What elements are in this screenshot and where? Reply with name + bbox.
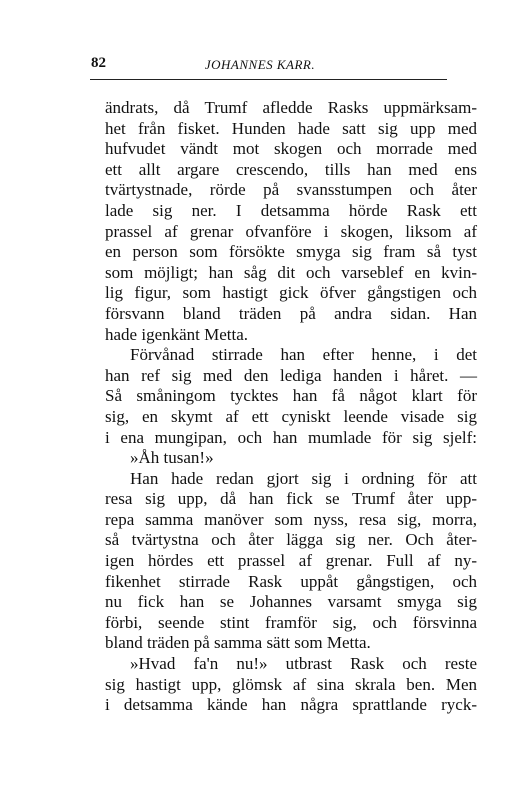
text-line: en person som försökte smyga sig fram så tyst [105, 242, 477, 262]
text-line: som möjligt; han såg dit och varseblef en kvin- [105, 262, 477, 282]
text-line: ett allt argare crescendo, tills han med ens [105, 159, 477, 179]
text-line: försvann bland träden på andra sidan. Han [105, 303, 477, 323]
text-line: nu fick han se Johannes varsamt smyga sig [105, 592, 477, 612]
text-line: sig, en skymt af ett cyniskt leende visade sig [105, 406, 477, 426]
text-line: Så småningom tycktes han få något klart för [105, 386, 477, 406]
text-line: i detsamma kände han några sprattlande ryck- [105, 695, 477, 715]
text-line: resa sig upp, då han fick se Trumf åter upp- [105, 489, 477, 509]
text-line: sig hastigt upp, glömsk af sina skrala ben. Men [105, 674, 477, 694]
text-line: fikenhet stirrade Rask uppåt gångstigen, och [105, 571, 477, 591]
header-rule [90, 79, 447, 80]
text-line: hade igenkänt Metta. [105, 324, 249, 344]
text-line: Förvånad stirrade han efter henne, i det [130, 345, 477, 365]
text-line: lade sig ner. I detsamma hörde Rask ett [105, 200, 477, 220]
running-title: JOHANNES KARR. [204, 57, 316, 72]
text-line: lig figur, som hastigt gick öfver gångstigen och [105, 283, 477, 303]
body-text [105, 98, 477, 716]
text-line: han ref sig med den lediga handen i håret. — [105, 365, 477, 385]
text-line: hufvudet vändt mot skogen och morrade med [105, 139, 477, 159]
text-line: igen hördes ett prassel af grenar. Full af ny- [105, 551, 477, 571]
text-line: het från fisket. Hunden hade satt sig upp med [105, 118, 477, 138]
page-number: 82 [91, 55, 106, 71]
text-line: prassel af grenar ofvanföre i skogen, liksom af [105, 221, 477, 241]
text-line: Han hade redan gjort sig i ordning för att [130, 468, 477, 488]
text-line: »Åh tusan!» [130, 448, 214, 468]
text-line: så tvärtystna och åter lägga sig ner. Och åter- [105, 530, 477, 550]
text-line: »Hvad fa'n nu!» utbrast Rask och reste [130, 654, 477, 674]
text-line: repa samma manöver som nyss, resa sig, morra, [105, 509, 477, 529]
text-line: bland träden på samma sätt som Metta. [105, 633, 371, 653]
text-line: ändrats, då Trumf afledde Rasks uppmärksam- [105, 98, 477, 117]
text-line: förbi, seende stint framför sig, och försvinna [105, 612, 477, 632]
text-line: tvärtystnade, rörde på svansstumpen och åter [105, 180, 477, 200]
text-line: i ena mungipan, och han mumlade för sig sjelf: [105, 427, 477, 447]
